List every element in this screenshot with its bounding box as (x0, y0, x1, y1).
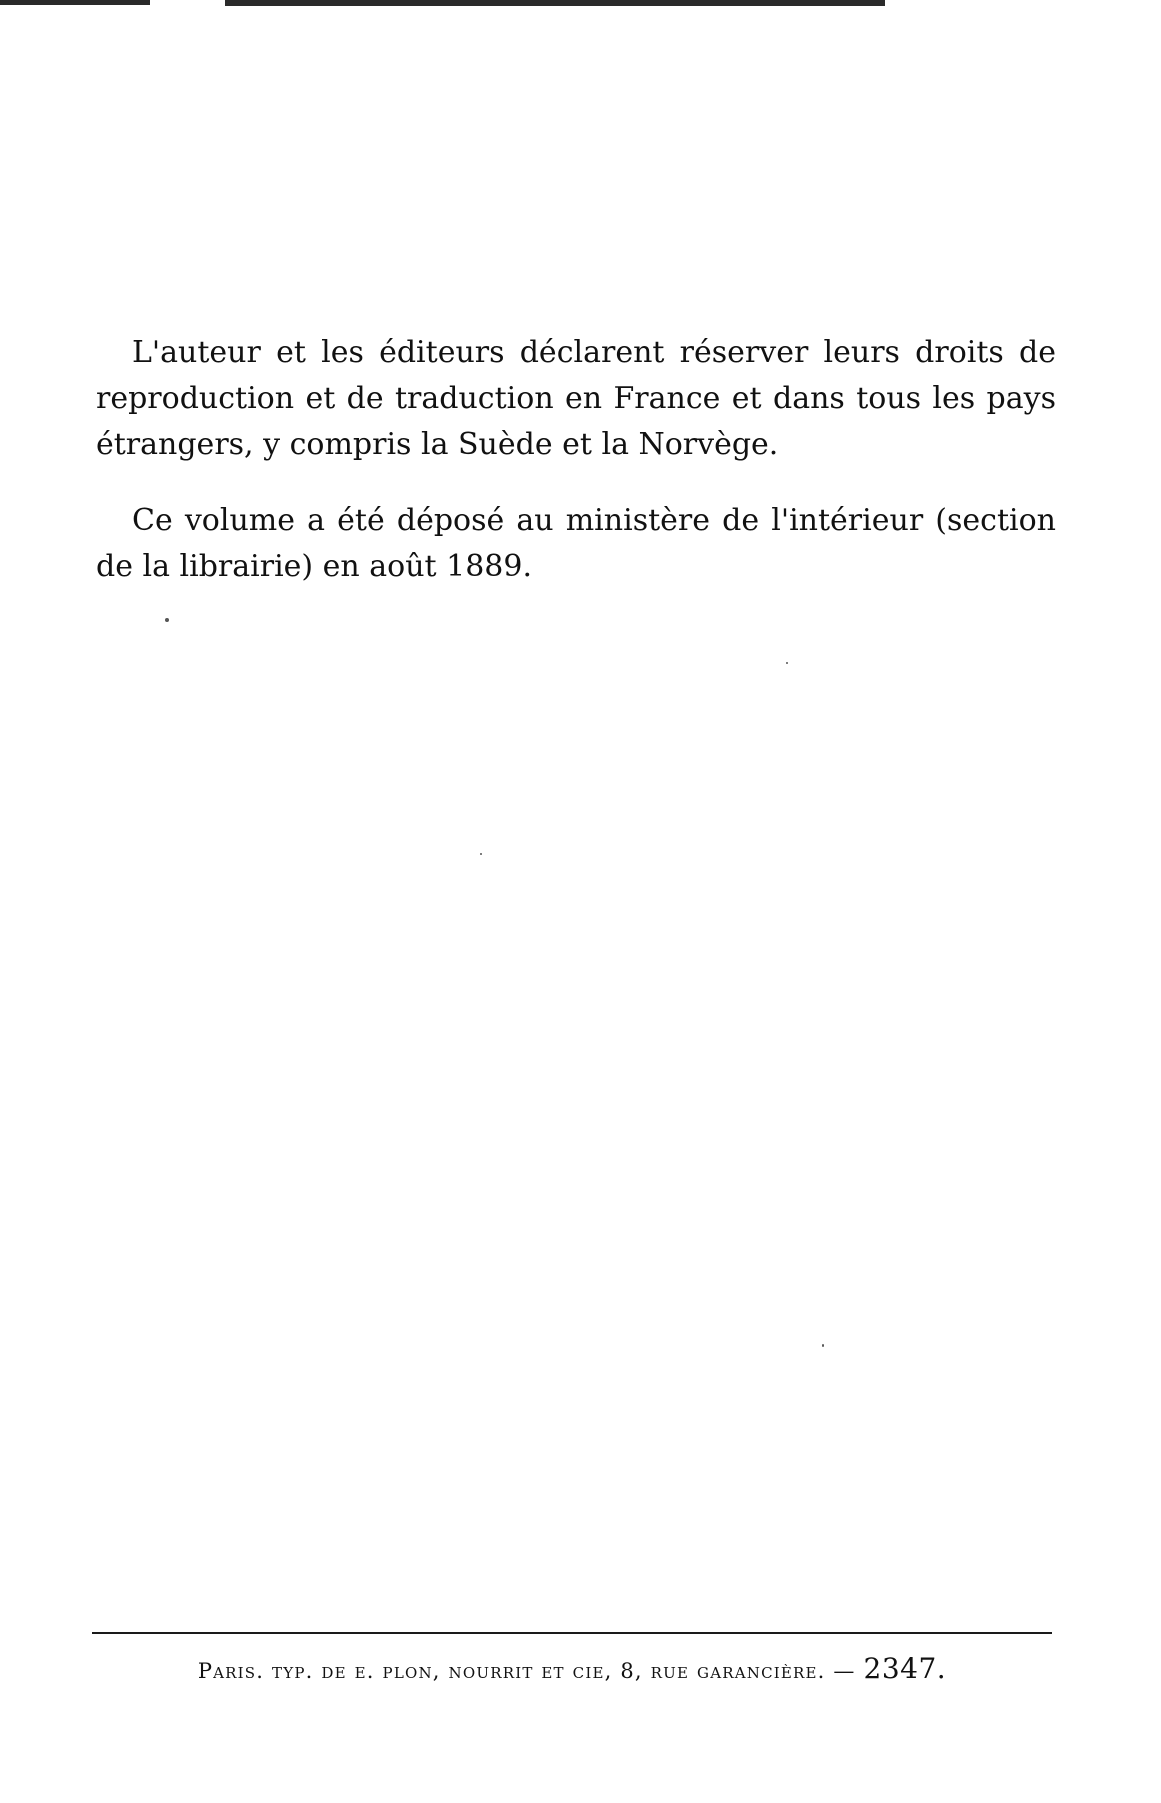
print-job-number: 2347. (863, 1652, 947, 1685)
deposit-paragraph: Ce volume a été déposé au ministère de l'intérieur (section de la librairie) en août 1889. (96, 503, 1056, 584)
rights-notice (96, 330, 1056, 590)
printer-imprint (92, 1652, 1052, 1685)
printer-rule-divider (92, 1632, 1052, 1634)
scan-speck (786, 662, 788, 664)
scan-speck (165, 618, 169, 622)
scan-edge-artifact (0, 0, 1161, 14)
scan-speck (480, 853, 482, 855)
printer-imprint-text: Paris. typ. de e. plon, nourrit et cie, 8, rue garancière. — (197, 1659, 856, 1683)
scan-speck (822, 1344, 824, 1347)
rights-paragraph: L'auteur et les éditeurs déclarent réserver leurs droits de reproduction et de traduction en France et dans tous les pays étrangers, y compris la Suède et la Norvège. (96, 335, 1056, 462)
